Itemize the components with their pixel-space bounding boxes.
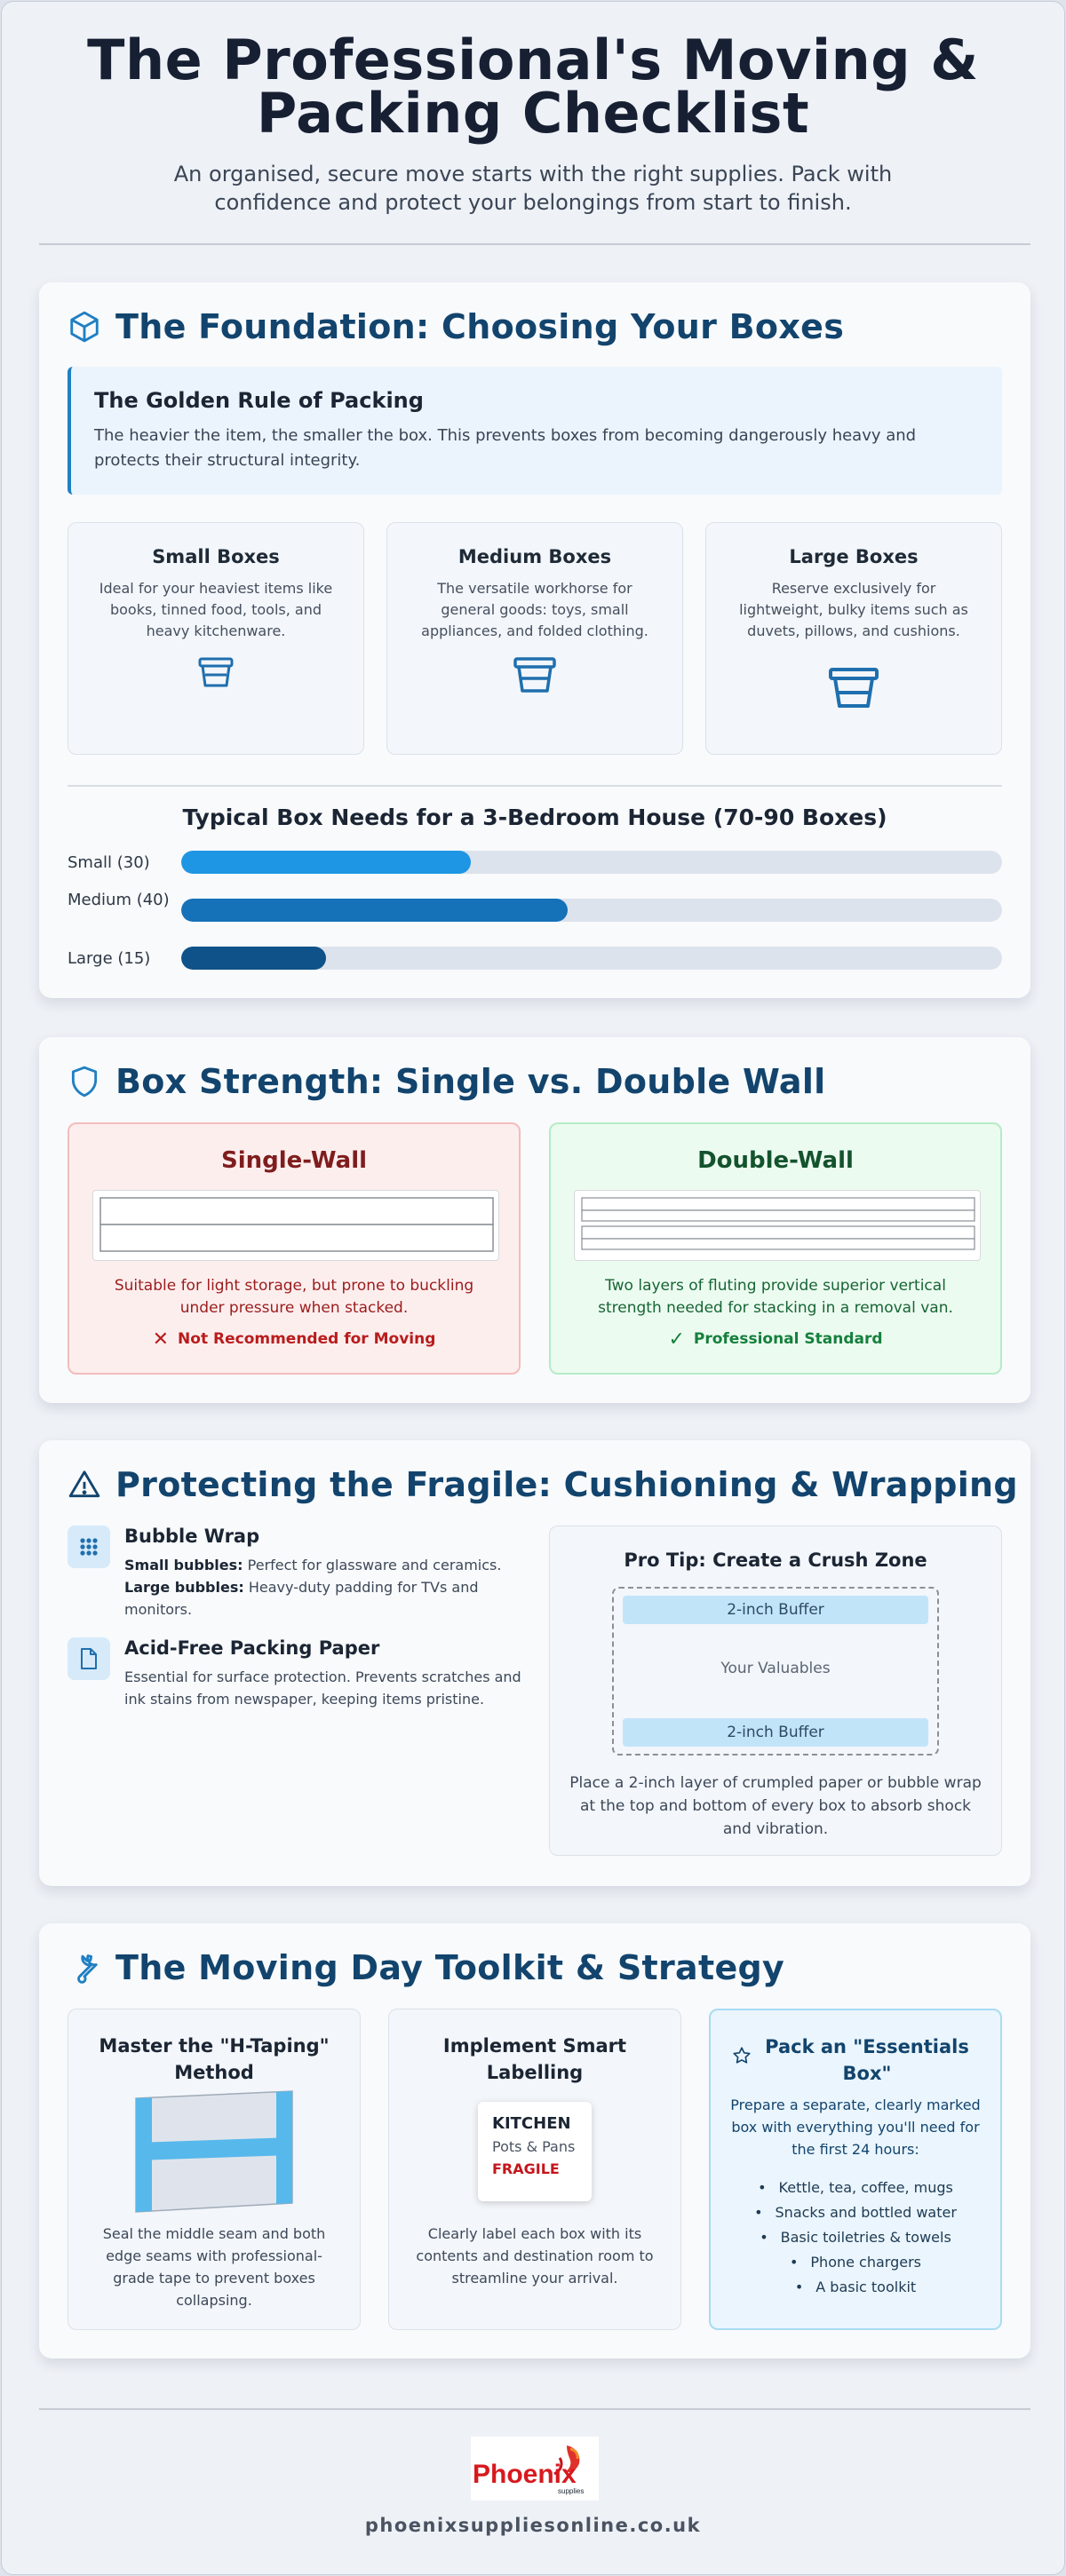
double-wall-layers	[575, 1191, 982, 1262]
bar-row-large	[68, 947, 1002, 973]
essentials-item: • Snacks and bottled water	[711, 2200, 1000, 2225]
single-wall-verdict	[69, 1328, 519, 1351]
large-boxes-text: Reserve exclusively for lightweight, bulky items such as duvets, pillows, and cushions.	[739, 580, 968, 639]
document-shape	[79, 1647, 99, 1670]
header-divider	[39, 243, 1030, 245]
bar-fill-small	[181, 851, 471, 874]
document-icon	[68, 1637, 110, 1680]
large-boxes-title: Large Boxes	[789, 546, 919, 567]
essentials-item: • A basic toolkit	[711, 2275, 1000, 2300]
small-boxes-title: Small Boxes	[152, 546, 280, 567]
fragile-title: Protecting the Fragile: Cushioning & Wrapping	[115, 1465, 1018, 1504]
bar-label-large: Large (15)	[68, 949, 151, 968]
single-wall-verdict-text: Not Recommended for Moving	[178, 1330, 436, 1348]
medium-boxes-text: The versatile workhorse for general goods: toys, small appliances, and folded clothing.	[421, 580, 648, 639]
logo-subtext: supplies	[558, 2487, 585, 2495]
bubble-small-text: Perfect for glassware and ceramics.	[247, 1557, 502, 1573]
double-wall-diagram	[574, 1190, 981, 1261]
buffer-top: 2-inch Buffer	[623, 1596, 928, 1624]
double-wall-text: Two layers of fluting provide superior vertical strength needed for stacking in a removal van.	[598, 1277, 953, 1317]
label-warning: FRAGILE	[492, 2160, 560, 2177]
check-icon: ✓	[668, 1328, 685, 1351]
crush-zone-diagram	[612, 1587, 939, 1756]
essentials-list	[711, 2176, 1000, 2300]
golden-rule-callout	[68, 367, 1002, 495]
bar-label-medium: Medium (40)	[68, 891, 170, 909]
page-subtitle: An organised, secure move starts with the right supplies. Pack with confidence and protect your belongings from start to finish.	[173, 162, 893, 215]
golden-rule-title: The Golden Rule of Packing	[94, 388, 424, 413]
single-wall-card	[68, 1122, 521, 1375]
footer-divider	[39, 2408, 1030, 2410]
small-box-icon	[197, 656, 235, 688]
star-icon	[732, 2046, 752, 2065]
packing-paper-text: Essential for surface protection. Prevents scratches and ink stains from newspaper, keeping items pristine.	[124, 1668, 521, 1708]
large-boxes-card	[705, 522, 1002, 755]
wrench-icon	[68, 1951, 101, 1985]
box-needs-title: Typical Box Needs for a 3-Bedroom House (70-90 Boxes)	[182, 805, 887, 830]
bubble-wrap-title: Bubble Wrap	[124, 1526, 260, 1547]
cross-icon: ✕	[152, 1328, 170, 1351]
title-line-2: Packing Checklist	[256, 81, 810, 146]
infographic-page	[1, 1, 1065, 2575]
toolkit-section	[39, 1923, 1030, 2358]
phoenix-logo[interactable]	[471, 2437, 599, 2501]
fragile-heading	[68, 1465, 1018, 1504]
strength-heading	[68, 1062, 825, 1101]
bar-track-medium	[181, 899, 1002, 922]
shield-icon	[68, 1065, 101, 1098]
h-tape-illustration	[132, 2089, 296, 2214]
small-boxes-card	[68, 522, 364, 755]
h-taping-text: Seal the middle seam and both edge seams with professional-grade tape to prevent boxes collapsing.	[102, 2225, 326, 2309]
footer-website-link[interactable]: phoenixsuppliesonline.co.uk	[364, 2515, 702, 2536]
title-line-1: The Professional's Moving &	[87, 28, 979, 92]
small-boxes-text: Ideal for your heaviest items like books, tinned food, tools, and heavy kitchenware.	[99, 580, 333, 639]
labelling-title: Implement Smart Labelling	[442, 2035, 627, 2083]
logo-wordmark: Phoenix	[473, 2460, 577, 2489]
foundation-heading	[68, 307, 844, 346]
page-title	[2, 28, 1064, 146]
valuables-label: Your Valuables	[720, 1660, 831, 1677]
labelling-card	[388, 2009, 681, 2330]
strength-section	[39, 1037, 1030, 1403]
buffer-bottom: 2-inch Buffer	[623, 1718, 928, 1747]
bubble-large-label: Large bubbles:	[124, 1579, 244, 1596]
box-icon	[68, 310, 101, 344]
foundation-divider	[68, 785, 1002, 787]
foundation-section	[39, 282, 1030, 998]
fragile-section	[39, 1440, 1030, 1886]
essentials-text: Prepare a separate, clearly marked box with everything you'll need for the first 24 hours:	[730, 2096, 981, 2158]
essentials-card	[709, 2009, 1002, 2330]
essentials-item: • Basic toiletries & towels	[711, 2225, 1000, 2250]
single-wall-diagram	[92, 1190, 499, 1261]
large-box-icon	[828, 667, 879, 709]
strength-title: Box Strength: Single vs. Double Wall	[115, 1062, 826, 1101]
bubble-large-text: Heavy-duty padding for TVs and monitors.	[124, 1579, 479, 1618]
double-wall-verdict-text: Professional Standard	[693, 1330, 883, 1348]
warning-icon	[68, 1468, 101, 1502]
sample-box-label	[478, 2102, 592, 2201]
hero-header	[2, 28, 1064, 217]
bubble-wrap-large	[124, 1576, 533, 1621]
golden-rule-text: The heavier the item, the smaller the box. This prevents boxes from becoming dangerously heavy and protects their structural integrity.	[94, 426, 917, 470]
medium-box-icon	[513, 656, 557, 694]
bar-fill-medium	[181, 899, 568, 922]
crush-zone-title: Pro Tip: Create a Crush Zone	[624, 1550, 927, 1571]
bubble-grid-icon	[68, 1526, 110, 1568]
toolkit-title: The Moving Day Toolkit & Strategy	[115, 1948, 785, 1987]
bar-track-small	[181, 851, 1002, 874]
packing-paper-title: Acid-Free Packing Paper	[124, 1637, 380, 1659]
bar-label-small: Small (30)	[68, 853, 150, 872]
label-contents: Pots & Pans	[492, 2138, 576, 2155]
essentials-title: Pack an "Essentials Box"	[765, 2036, 969, 2084]
essentials-item: • Kettle, tea, coffee, mugs	[711, 2176, 1000, 2200]
labelling-text: Clearly label each box with its contents and destination room to streamline your arrival.	[416, 2225, 654, 2287]
bubble-small-label: Small bubbles:	[124, 1557, 243, 1573]
toolkit-heading	[68, 1948, 784, 1987]
medium-boxes-card	[386, 522, 683, 755]
single-wall-text: Suitable for light storage, but prone to buckling under pressure when stacked.	[114, 1277, 474, 1317]
label-room: KITCHEN	[492, 2114, 571, 2133]
single-wall-title: Single-Wall	[220, 1147, 368, 1174]
h-taping-title: Master the "H-Taping" Method	[99, 2035, 330, 2083]
essentials-item: • Phone chargers	[711, 2250, 1000, 2275]
h-taping-card	[68, 2009, 361, 2330]
double-wall-card	[549, 1122, 1002, 1375]
single-wall-layers	[93, 1191, 500, 1262]
bubble-wrap-small	[124, 1554, 533, 1576]
phoenix-logo-mark	[471, 2437, 599, 2501]
double-wall-verdict	[551, 1328, 1000, 1351]
bar-row-small	[68, 851, 1002, 877]
double-wall-title: Double-Wall	[697, 1147, 854, 1174]
bar-track-large	[181, 947, 1002, 970]
crush-zone-tip	[549, 1526, 1002, 1856]
foundation-title: The Foundation: Choosing Your Boxes	[115, 307, 845, 346]
bar-row-medium	[68, 891, 1002, 925]
grid-dots	[79, 1537, 99, 1557]
bar-fill-large	[181, 947, 326, 970]
medium-boxes-title: Medium Boxes	[457, 546, 612, 567]
crush-zone-caption: Place a 2-inch layer of crumpled paper or bubble wrap at the top and bottom of every box to absorb shock and vibration.	[569, 1774, 982, 1838]
